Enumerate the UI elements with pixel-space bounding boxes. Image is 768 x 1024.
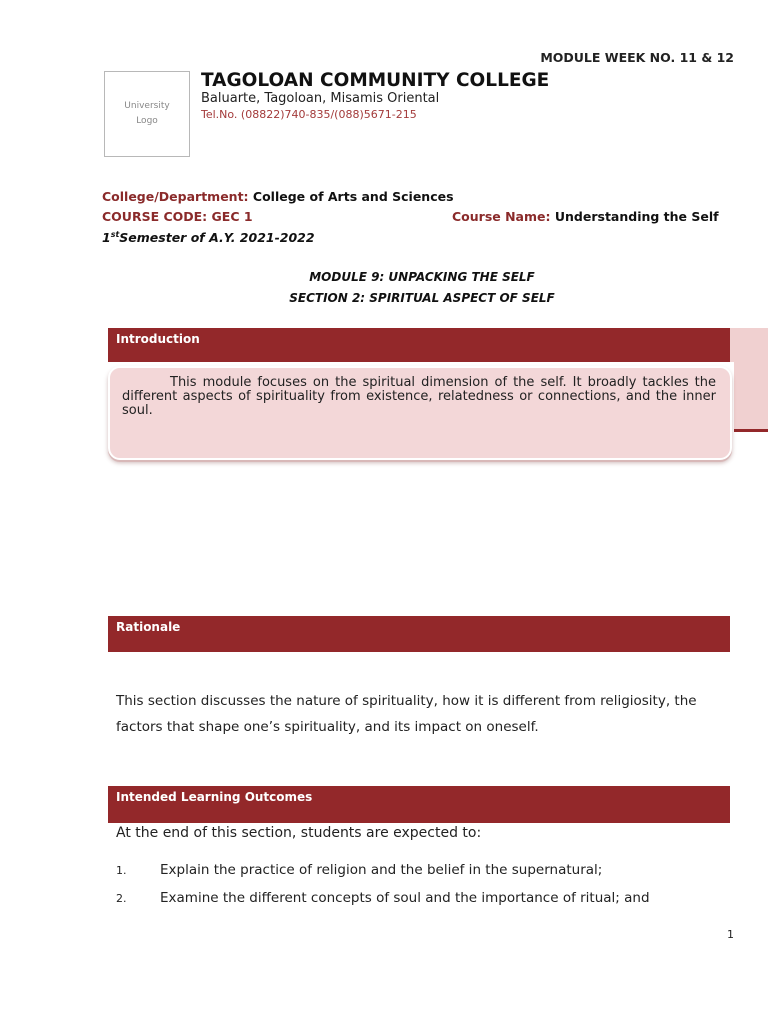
learning-outcomes-heading: Intended Learning Outcomes (116, 790, 313, 804)
list-item (116, 890, 736, 918)
learning-outcomes-header-bar (108, 786, 730, 823)
list-item-number: 1. (116, 864, 127, 877)
rationale-heading: Rationale (116, 620, 181, 634)
list-item-text: Explain the practice of religion and the belief in the supernatural; (160, 862, 603, 878)
course-code: COURSE CODE: GEC 1 (102, 209, 253, 224)
section-title: SECTION 2: SPIRITUAL ASPECT OF SELF (289, 291, 555, 305)
introduction-box (108, 366, 732, 460)
university-logo-placeholder (104, 71, 190, 157)
semester-line (102, 230, 315, 245)
course-name-line (452, 209, 719, 224)
learning-outcomes-intro: At the end of this section, students are expected to: (116, 825, 482, 841)
college-address: Baluarte, Tagoloan, Misamis Oriental (201, 91, 440, 106)
module-week-label: MODULE WEEK NO. 11 & 12 (540, 50, 734, 65)
decorative-side-rule (734, 429, 768, 432)
module-title: MODULE 9: UNPACKING THE SELF (309, 270, 535, 284)
department-label: College/Department: (102, 189, 249, 204)
course-name-label: Course Name: (452, 209, 551, 224)
list-item (116, 862, 736, 890)
rationale-header-bar (108, 616, 730, 652)
page-number: 1 (727, 928, 734, 941)
list-item-text: Examine the different concepts of soul and the importance of ritual; and (160, 890, 650, 906)
college-name: TAGOLOAN COMMUNITY COLLEGE (201, 70, 550, 91)
semester-suffix: st (110, 230, 120, 239)
semester-text: Semester of A.Y. 2021-2022 (119, 230, 315, 246)
semester-ordinal: 1 (102, 230, 111, 246)
rationale-text: This section discusses the nature of spirituality, how it is different from religiosity, the factors that shape one’s spirituality, and its impact on oneself. (116, 693, 697, 735)
learning-outcomes-list (116, 862, 736, 918)
logo-placeholder-text: University Logo (124, 101, 170, 126)
introduction-header-bar (108, 328, 730, 362)
decorative-side-tab (730, 328, 768, 362)
list-item-number: 2. (116, 892, 127, 905)
college-telephone: Tel.No. (08822)740-835/(088)5671-215 (201, 108, 417, 121)
decorative-side-tab-lower (734, 362, 768, 432)
introduction-heading: Introduction (116, 332, 200, 346)
department-line (102, 189, 454, 204)
introduction-text: This module focuses on the spiritual dimension of the self. It broadly tackles the different aspects of spirituality from existence, relatedness or connections, and the inner soul. (122, 375, 716, 418)
course-name-value: Understanding the Self (554, 209, 719, 224)
department-value: College of Arts and Sciences (252, 189, 454, 204)
